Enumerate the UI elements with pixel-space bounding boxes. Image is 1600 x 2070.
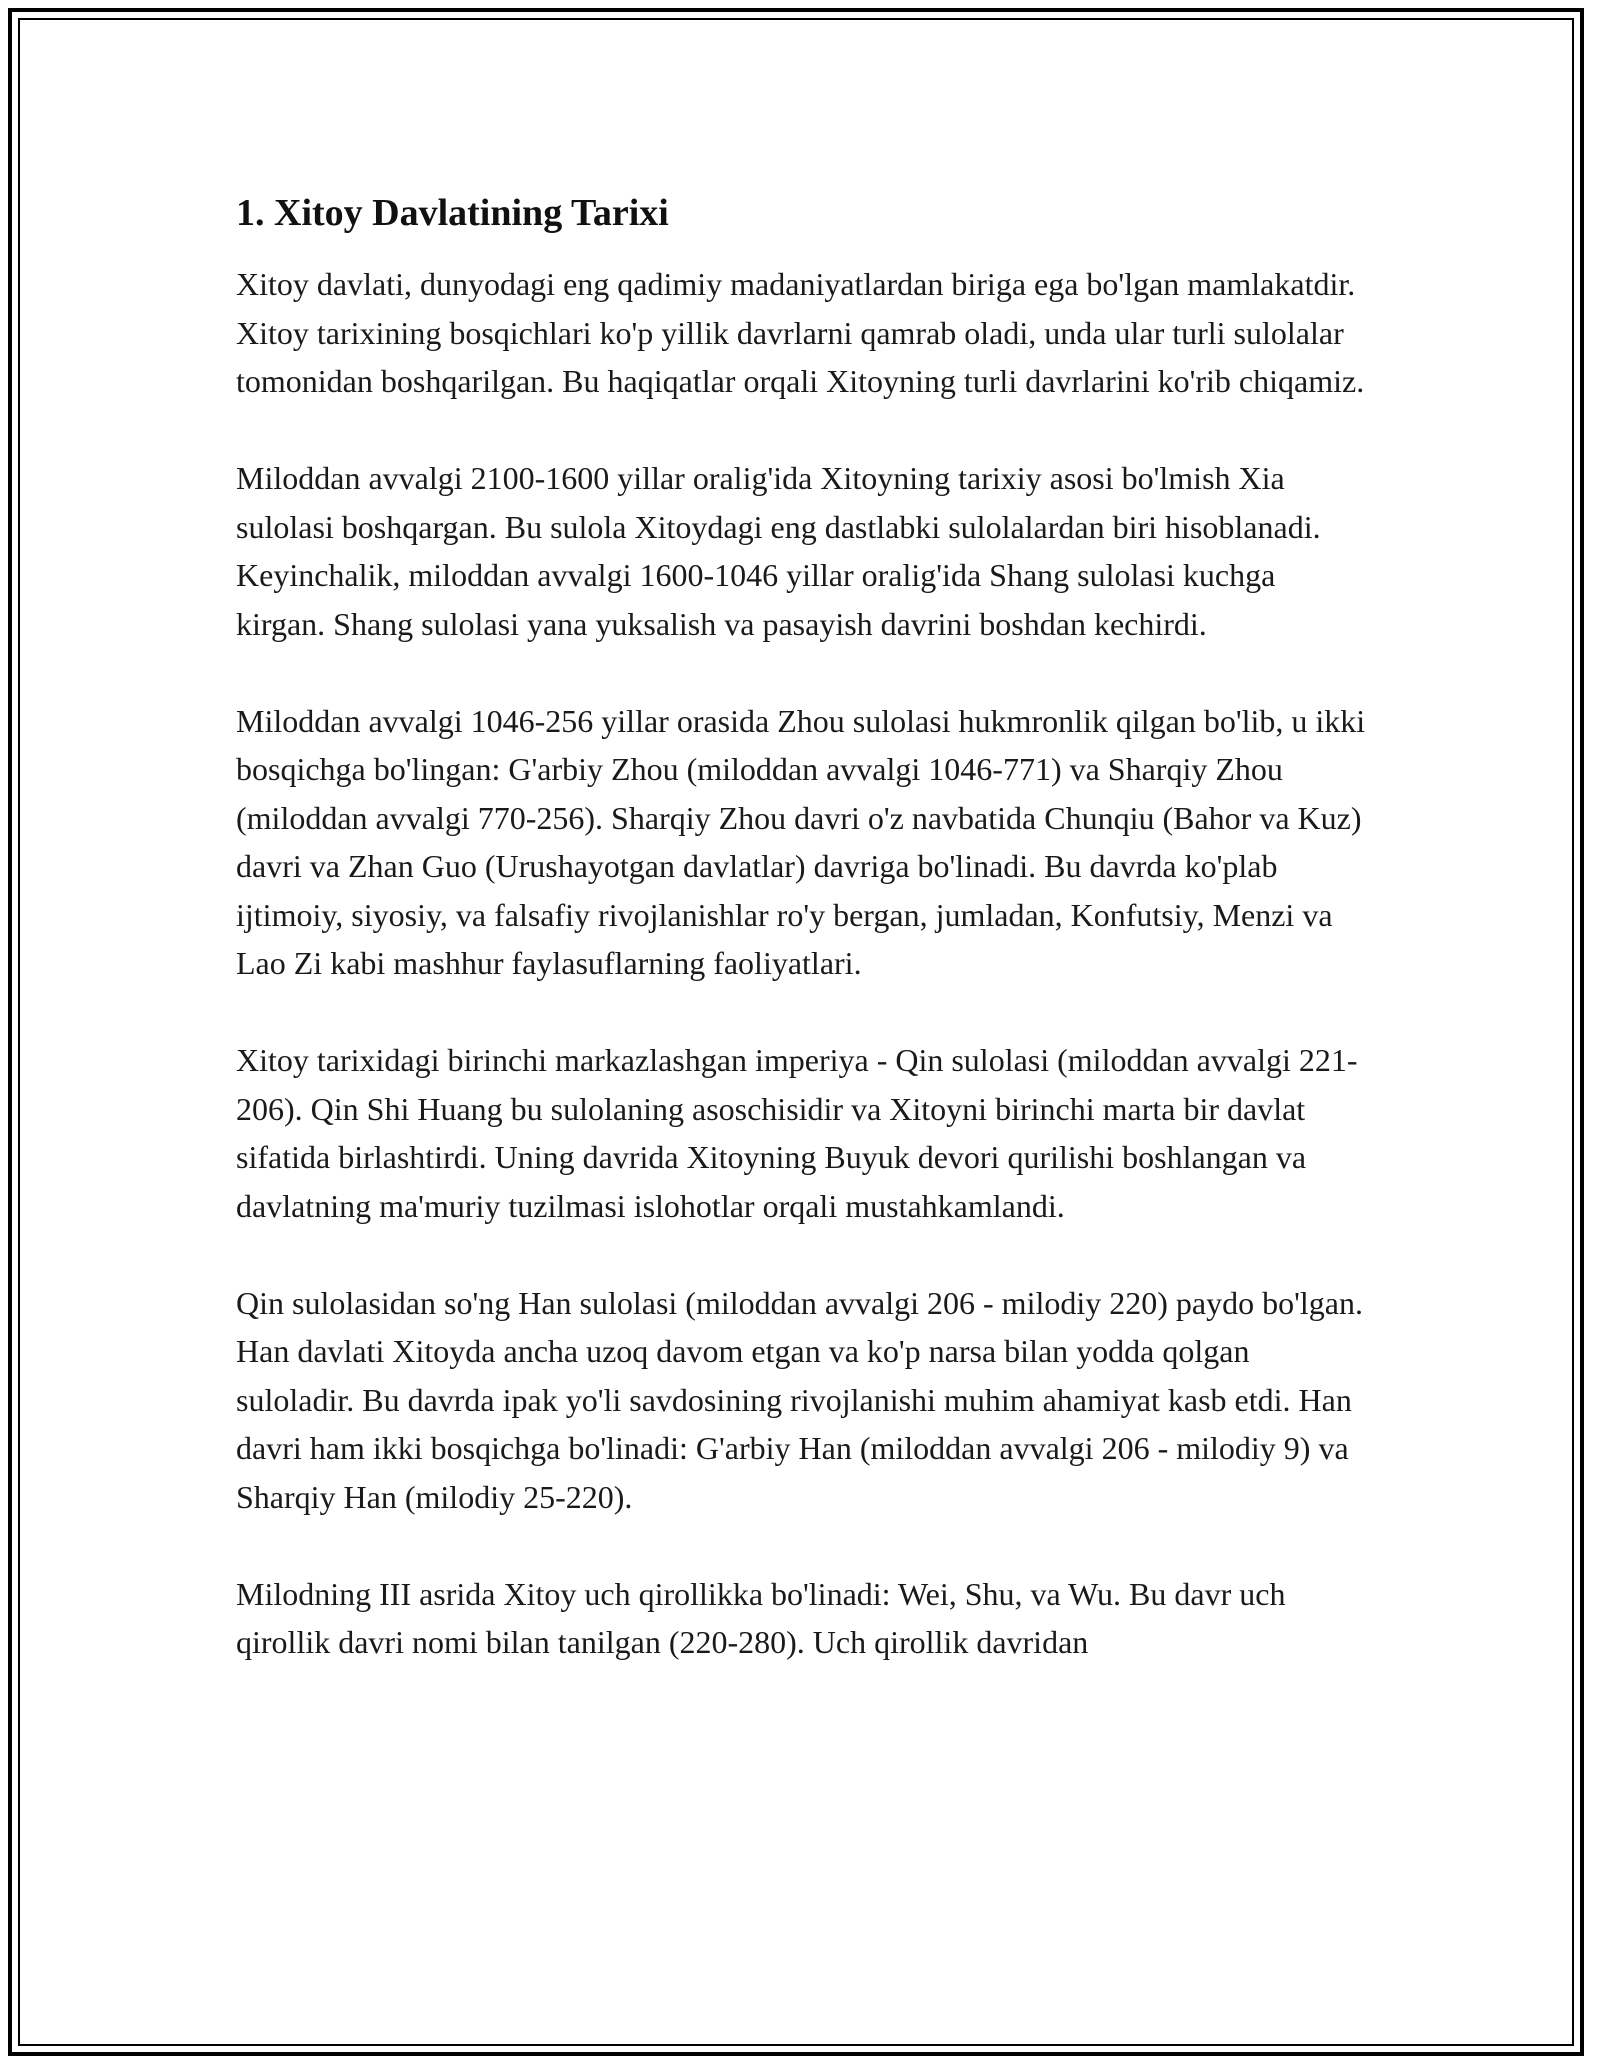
paragraph-han: Qin sulolasidan so'ng Han sulolasi (miloddan avvalgi 206 - milodiy 220) paydo bo'lgan. Han davlati Xitoyda ancha uzoq davom etgan va ko'p narsa bilan yodda qolgan suloladir. Bu davrda ipak yo'li savdosining rivojlanishi muhim ahamiyat kasb etdi. Han davri ham ikki bosqichga bo'linadi: G'arbiy Han (miloddan avvalgi 206 - milodiy 9) va Sharqiy Han (milodiy 25-220).: [236, 1284, 1363, 1515]
document-body: [236, 188, 1366, 1715]
paragraph-xia-shang: Miloddan avvalgi 2100-1600 yillar oralig'ida Xitoyning tarixiy asosi bo'lmish Xia sulolasi boshqargan. Bu sulola Xitoydagi eng dastlabki sulolalardan biri hisoblanadi. Keyinchalik, miloddan avvalgi 1600-1046 yillar oralig'ida Shang sulolasi kuchga kirgan. Shang sulolasi yana yuksalish va pasayish davrini boshdan kechirdi.: [236, 460, 1321, 642]
section-heading: 1. Xitoy Davlatining Tarixi: [236, 192, 669, 234]
paragraph-intro: Xitoy davlati, dunyodagi eng qadimiy madaniyatlardan biriga ega bo'lgan mamlakatdir. Xitoy tarixining bosqichlari ko'p yillik davrlarni qamrab oladi, unda ular turli sulolalar tomonidan boshqarilgan. Bu haqiqatlar orqali Xitoyning turli davrlarini ko'rib chiqamiz.: [236, 266, 1365, 399]
paragraph-qin: Xitoy tarixidagi birinchi markazlashgan imperiya - Qin sulolasi (miloddan avvalgi 221-206). Qin Shi Huang bu sulolaning asoschisidir va Xitoyni birinchi marta bir davlat sifatida birlashtirdi. Uning davrida Xitoyning Buyuk devori qurilishi boshlangan va davlatning ma'muriy tuzilmasi islohotlar orqali mustahkamlandi.: [236, 1042, 1358, 1224]
paragraph-zhou: Miloddan avvalgi 1046-256 yillar orasida Zhou sulolasi hukmronlik qilgan bo'lib, u ikki bosqichga bo'lingan: G'arbiy Zhou (miloddan avvalgi 1046-771) va Sharqiy Zhou (miloddan avvalgi 770-256). Sharqiy Zhou davri o'z navbatida Chunqiu (Bahor va Kuz) davri va Zhan Guo (Urushayotgan davlatlar) davriga bo'linadi. Bu davrda ko'plab ijtimoiy, siyosiy, va falsafiy rivojlanishlar ro'y bergan, jumladan, Konfutsiy, Menzi va Lao Zi kabi mashhur faylasuflarning faoliyatlari.: [236, 702, 1366, 981]
paragraph-three-kingdoms: Milodning III asrida Xitoy uch qirollikka bo'linadi: Wei, Shu, va Wu. Bu davr uch qirollik davri nomi bilan tanilgan (220-280). Uch qirollik davridan: [236, 1575, 1286, 1660]
